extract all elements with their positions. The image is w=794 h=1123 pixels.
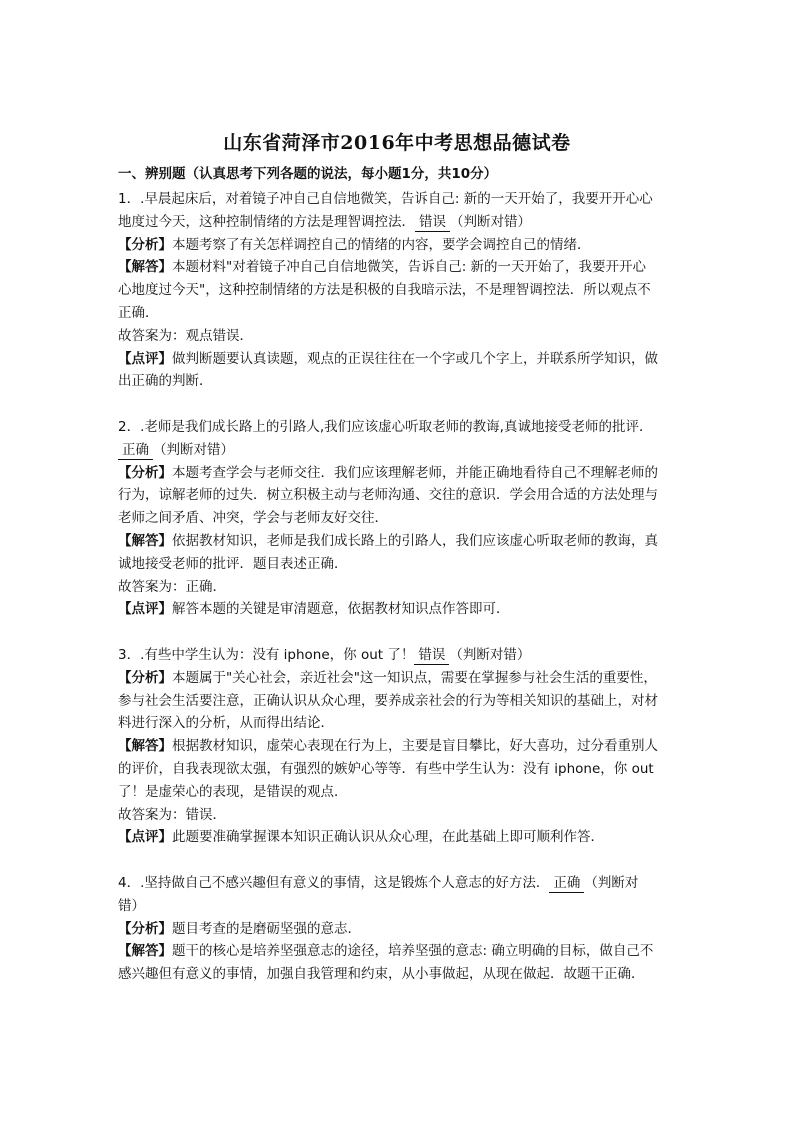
question-2: 2．.老师是我们成长路上的引路人,我们应该虚心听取老师的教诲,真诚地接受老师的批评． 正确 （判断对错） 【分析】本题考查学会与老师交往．我们应该理解老师，并能正确地看待自己不理解老师的 行为，谅解老师的过失．树立积极主动与老师沟通、交往的意识．学会用合适的方法处理与 老师之间矛盾、冲突，学会与老师友好交往． 【解答】依据教材知识，老师是我们成长路上的引路人，我们应该虚心听取老师的教诲，真 诚地接受老师的批评．题目表述正确． 故答案为：正确． 【点评】解答本题的关键是审清题意，依据教材知识点作答即可． (118, 416, 678, 621)
question-3: 3．.有些中学生认为：没有 iphone，你 out 了！ 错误 （判断对错） 【分析】本题属于"关心社会，亲近社会"这一知识点，需要在掌握参与社会生活的重要性， 参与社会生活要注意，正确认识从众心理，要养成亲社会的行为等相关知识的基础上，对材 料进行深入的分析，从而得出结论． 【解答】根据教材知识，虚荣心表现在行为上，主要是盲目攀比，好大喜功，过分看重别人 的评价，自我表现欲太强，有强烈的嫉妒心等等．有些中学生认为：没有 iphone，你 out 了！是虚荣心的表现，是错误的观点． 故答案为：错误． 【点评】此题要准确掌握课本知识正确认识从众心理，在此基础上即可顺利作答． (118, 644, 678, 849)
analysis: 【分析】题目考查的是磨砺坚强的意志． (118, 920, 361, 937)
analysis: 【分析】本题考查学会与老师交往．我们应该理解老师，并能正确地看待自己不理解老师的 (118, 464, 658, 481)
section-heading: 一、辨别题（认真思考下列各题的说法，每小题1分，共10分） (118, 166, 498, 182)
question-4: 4．.坚持做自己不感兴趣但有意义的事情，这是锻炼个人意志的好方法． 正确 （判断对 错） 【分析】题目考查的是磨砺坚强的意志． 【解答】题干的核心是培养坚强意志的途径，培养坚强的意志: 确立明确的目标，做自己不 感兴趣但有意义的事情，加强自我管理和约束，从小事做起，从现在做起．故题干正确． (118, 872, 678, 986)
question-4-stem: 4．.坚持做自己不感兴趣但有意义的事情，这是锻炼个人意志的好方法． 正确 （判断对 (118, 874, 639, 891)
question-2-stem: 2．.老师是我们成长路上的引路人,我们应该虚心听取老师的教诲,真诚地接受老师的批评． (118, 418, 653, 435)
final-answer: 故答案为：错误． (118, 806, 226, 823)
final-answer: 故答案为：观点错误． (118, 327, 253, 344)
analysis: 【分析】本题属于"关心社会，亲近社会"这一知识点，需要在掌握参与社会生活的重要性， (118, 669, 657, 686)
answer-blank: 错误 (415, 214, 450, 232)
document-body (118, 188, 678, 986)
page-title: 山东省菏泽市2016年中考思想品德试卷 (223, 132, 571, 154)
solution: 【解答】本题材料"对着镜子冲自己自信地微笑，告诉自己: 新的一天开始了，我要开开心 (118, 259, 647, 276)
solution: 【解答】题干的核心是培养坚强意志的途径，培养坚强的意志: 确立明确的目标，做自己不 (118, 943, 654, 960)
final-answer: 故答案为：正确． (118, 578, 226, 595)
analysis: 【分析】本题考察了有关怎样调控自己的情绪的内容，要学会调控自己的情绪． (118, 236, 591, 253)
question-1: 1．.早晨起床后，对着镜子冲自己自信地微笑，告诉自己: 新的一天开始了，我要开开心心 地度过今天，这种控制情绪的方法是理智调控法． 错误 （判断对错） 【分析】本题考察了有关怎样调控自己的情绪的内容，要学会调控自己的情绪． 【解答】本题材料"对着镜子冲自己自信地微笑，告诉自己: 新的一天开始了，我要开开心 心地度过今天"，这种控制情绪的方法是积极的自我暗示法，不是理智调控法．所以观点不 正确． 故答案为：观点错误． 【点评】做判断题要认真读题，观点的正误往往在一个字或几个字上，并联系所学知识，做 出正确的判断． (118, 188, 678, 393)
comment: 【点评】解答本题的关键是审清题意，依据教材知识点作答即可． (118, 601, 510, 618)
answer-blank: 正确 (118, 442, 153, 460)
question-3-stem: 3．.有些中学生认为：没有 iphone，你 out 了！ 错误 （判断对错） (118, 646, 531, 663)
answer-blank: 正确 (549, 875, 584, 893)
solution: 【解答】根据教材知识，虚荣心表现在行为上，主要是盲目攀比，好大喜功，过分看重别人 (118, 738, 658, 755)
comment: 【点评】做判断题要认真读题，观点的正误往往在一个字或几个字上，并联系所学知识，做 (118, 350, 658, 367)
answer-blank: 错误 (414, 647, 449, 665)
question-1-stem: 1．.早晨起床后，对着镜子冲自己自信地微笑，告诉自己: 新的一天开始了，我要开开心心 (118, 191, 653, 207)
solution: 【解答】依据教材知识，老师是我们成长路上的引路人，我们应该虚心听取老师的教诲，真 (118, 532, 658, 549)
comment: 【点评】此题要准确掌握课本知识正确认识从众心理，在此基础上即可顺利作答． (118, 829, 604, 846)
